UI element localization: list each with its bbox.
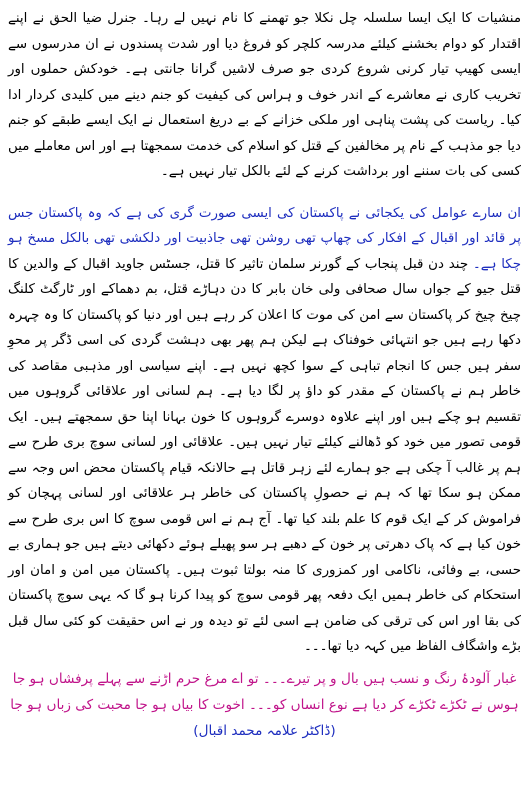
paragraph-gap bbox=[8, 185, 521, 201]
poem-line-2: ہوس نے ٹکڑے ٹکڑے کر دیا ہے نوع انساں کو۔۔۔ اخوت کا بیاں ہو جا محبت کی زباں ہو جا bbox=[10, 696, 519, 713]
paragraph-2 bbox=[8, 201, 521, 660]
highlighted-sentence: ان سارے عوامل کی یکجائی نے پاکستان کی ایسی صورت گری کی ہے کہ وہ پاکستان جس پر قائد اور اقبال کے افکار کی چھاپ تھی روشن تھی جاذبیت اور دلکشی تھی بالکل مسخ ہو چکا ہے۔ bbox=[8, 205, 521, 272]
poem-block bbox=[8, 666, 521, 744]
poem-line-1: غبار آلودۂ رنگ و نسب ہیں بال و پر تیرے۔۔۔ تو اے مرغ حرم اڑنے سے پہلے پرفشاں ہو جا bbox=[12, 670, 517, 687]
poem-author: (ڈاکٹر علامہ محمد اقبال) bbox=[193, 722, 336, 739]
paragraph-2-body: چند دن قبل پنجاب کے گورنر سلمان تاثیر کا قتل، جسٹس جاوید اقبال کے والدین کا قتل جیو کے جواں سال صحافی ولی خان بابر کا دن دہاڑے قتل، بم دھماکے اور ٹارگٹ کلنگ چیخ چیخ کر پاکستان سے امن کی موت کا اعلان کر رہے ہیں اور دنیا کو پاکستان کا وہ چہرہ دکھا رہے ہیں جو انتہائی خوفناک ہے لیکن ہم پھر بھی دہشت گردی کی اسی ڈگر پر محوِ سفر ہیں جس کا انجام تباہی کے سوا کچھ نہیں ہے۔ اپنے سیاسی اور مذہبی مقاصد کی خاطر ہم نے پاکستان کے مقدر کو داؤ پر لگا دیا ہے۔ ہم لسانی اور علاقائی گروہوں میں تقسیم ہو چکے ہیں اور اپنے علاوہ دوسرے گروہوں کا خون بہانا اپنا حق سمجھتے ہیں۔ ایک قومی تصور میں خود کو ڈھالنے کیلئے تیار نہیں ہیں۔ علاقائی اور لسانی سوچ بری طرح سے ہم پر غالب آ چکی ہے جو ہمارے لئے زہر قاتل ہے حالانکہ قیام پاکستان محض اس وجہ سے ممکن ہو سکا تھا کہ ہم نے حصولِ پاکستان کی خاطر ہر علاقائی اور لسانی پہچان کو فراموش کر کے ایک قوم کا علم بلند کیا تھا۔ آج ہم نے اس قومی سوچ کا اس بری طرح سے خون کیا ہے کہ پاک دھرتی پر خون کے دھبے ہر سو پھیلے ہوئے دکھائی دیتے ہیں جو ہماری بے حسی، بے وفائی، ناکامی اور کمزوری کا منہ بولتا ثبوت ہیں۔ پاکستان میں امن و امان اور استحکام کی خاطر ہمیں ایک دفعہ پھر قومی سوچ کو پیدا کرنا ہو گا کہ یہی سوچ پاکستان کی بقا اور اس کی ترقی کی ضامن ہے اسی لئے تو دیدہ ور نے اس حقیقت کو کئی سال قبل بڑے واشگاف الفاظ میں کہہ دیا تھا۔۔۔ bbox=[8, 256, 522, 654]
paragraph-1: منشیات کا ایک ایسا سلسلہ چل نکلا جو تھمنے کا نام نہیں لے رہا۔ جنرل ضیا الحق نے اپنے اقتدار کو دوام بخشنے کیلئے مدرسہ کلچر کو فروغ دیا اور شدت پسندوں نے ان مدرسوں سے ایسی کھیپ تیار کرنی شروع کردی جو صرف لاشیں گرانا جانتی ہے۔ خودکش حملوں اور تخریب کاری نے معاشرے کے اندر خوف و ہراس کی کیفیت کو جنم دینے میں کلیدی کردار ادا کیا۔ ریاست کی پشت پناہی اور ملکی خزانے کے بے دریغ استعمال نے ایک ایسے طبقے کو جنم دیا جو مذہب کے نام پر مخالفین کے قتل کو اسلام کی خدمت سمجھتا ہے اور اس معاملے میں کسی کی بات سننے اور برداشت کرنے کے لئے بالکل تیار نہیں ہے۔ bbox=[8, 11, 521, 179]
